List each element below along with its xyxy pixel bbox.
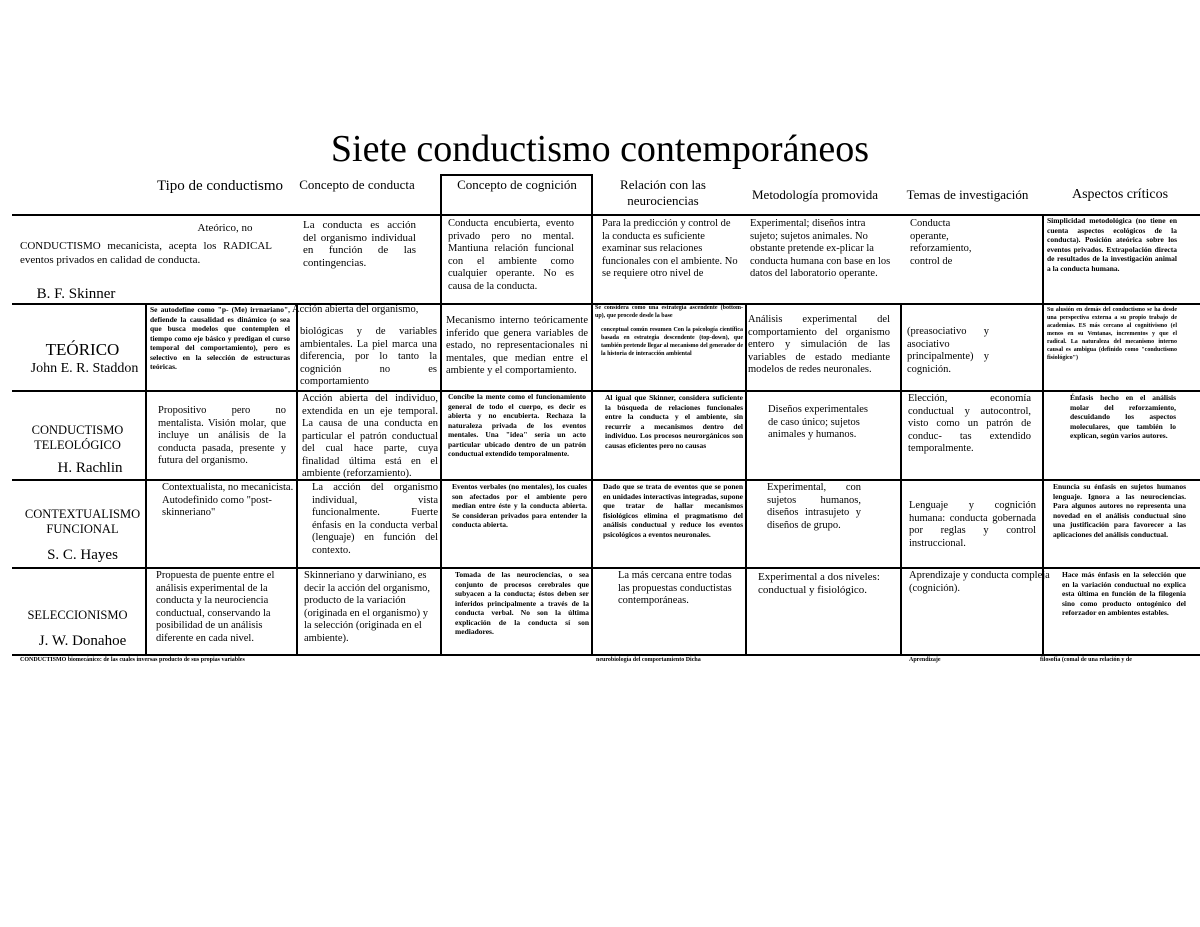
row2-relacion: conceptual común resumen Con la psicología científica basada en estrategia descendente (top-down), que también pretende llegar al mecanismo del generador de la historia de interacción ambiental: [601, 327, 743, 357]
row2-label: TEÓRICO: [45, 340, 120, 359]
row3-author: H. Rachlin: [57, 460, 123, 476]
header-aspectos: Aspectos críticos: [1071, 187, 1169, 202]
row5-conducta: Skinneriano y darwiniano, es decir la acción del organismo, producto de la variación (originada en el organismo) y la selección (originada en el ambiente).: [304, 570, 431, 644]
footer-aspectos: filosofía (comal de una relación y de: [1040, 657, 1132, 663]
row3-temas: Elección, economía conductual y autocontrol, visto como un patrón de conduc- tas extendido temporalmente.: [908, 393, 1031, 454]
row2-cognicion: Mecanismo interno teóricamente inferido que genera variables de estado, no representacionales ni mentales, que median entre el ambiente y el comportamiento.: [446, 315, 588, 376]
header-box-right: [591, 174, 593, 214]
row5-tipo-text: Propuesta de puente entre el análisis experimental de la conducta y la neurociencia conductual, conservando la posibilidad de un análisis diferente en cada nivel.: [156, 570, 275, 644]
header-box-top: [440, 174, 592, 176]
footer-temas: Aprendizaje: [909, 657, 941, 663]
header-metodologia: Metodología promovida: [751, 187, 878, 202]
row5-metodologia: Experimental a dos niveles: conductual y fisiológico.: [758, 571, 880, 596]
row4-label: CONTEXTUALISMO FUNCIONAL: [24, 507, 141, 536]
row-divider-1: [12, 214, 1200, 216]
header-box-left: [440, 174, 442, 214]
row1-conducta: La conducta es acción del organismo individual en función de las contingencias.: [303, 219, 416, 269]
footer-mid: neurobiología del comportamiento Dicha: [596, 657, 701, 663]
row1-cognicion: Conducta encubierta, evento privado pero no mental. Mantiuna relación funcional con el ambiente como cualquier operante. No es causa de la conducta.: [448, 218, 574, 292]
header-temas: Temas de investigación: [906, 187, 1029, 202]
row3-label: CONDUCTISMO TELEOLÓGICO: [31, 423, 124, 452]
col-divider-2: [296, 303, 298, 655]
row2-metodologia: Análisis experimental del comportamiento del organismo entero y simulación de las variables de estado mediante modelos de redes neuronales.: [748, 314, 890, 375]
row4-tipo-text: Contextualista, no mecanicista. Autodefinido como "post-skinneriano": [162, 482, 294, 518]
row5-aspectos: Hace más énfasis en la selección que en la variación conductual no explica esta última en función de la filogenia sino como producto ontogénico del reforzador en ambientes estables.: [1062, 570, 1186, 617]
row4-cognicion: Eventos verbales (no mentales), los cuales son afectados por el ambiente pero median entre éste y la conducta abierta. Se consideran privados para entender la conducta abierta.: [452, 482, 587, 529]
row1-aspectos: Simplicidad metodológica (no tiene en cuenta aspectos ecológicos de la conducta). Posición ateórica sobre los eventos privados. Extrapolación directa de resultados de la investigación animal a la conducta humana.: [1047, 216, 1177, 273]
row3-relacion: Al igual que Skinner, considera suficiente la búsqueda de relaciones funcionales entre la conducta y el ambiente, sin recurrir a mecanismos dentro del individuo. Los procesos neurorgánicos son causas eficientes pero no causas: [605, 393, 743, 450]
row3-conducta: Acción abierta del individuo, extendida en un eje temporal. La causa de una conducta en particular el patrón conductual del cual hace parte, cuya finalidad última está en el ambiente (reforzamiento).: [302, 393, 438, 479]
row4-metodologia: Experimental, con sujetos humanos, diseños intrasujeto y diseños de grupo.: [767, 482, 861, 531]
col-divider-3: [440, 214, 442, 655]
row4-relacion: Dado que se trata de eventos que se ponen en unidades interactivas integradas, supone que tratar de hallar mecanismos fisiológicos elimina el pragmatismo del análisis conductual y reduce los eventos psicológicos a eventos neuronales.: [603, 482, 743, 539]
row-divider-4: [12, 479, 1200, 481]
col-divider-6: [900, 303, 902, 655]
row4-conducta: La acción del organismo individual, vista funcionalmente. Fuerte énfasis en la conducta verbal (lenguaje) en función del contexto.: [312, 482, 438, 556]
header-concepto-cognicion: Concepto de cognición: [457, 177, 577, 192]
col-divider-1: [145, 303, 147, 655]
row2-author: John E. R. Staddon: [30, 361, 139, 376]
row3-aspectos: Énfasis hecho en el análisis molar del reforzamiento, descuidando los aspectos moleculares, que también lo explican, según varios autores.: [1070, 393, 1176, 440]
row3-metodologia: Diseños experimentales de caso único; sujetos animales y humanos.: [768, 404, 869, 440]
row3-tipo-text: Propositivo pero no mentalista. Visión molar, que incluye un análisis de la conducta pasada, presente y futura del organismo.: [158, 405, 286, 466]
col-divider-5: [745, 303, 747, 655]
row5-label: SELECCIONISMO: [27, 608, 128, 622]
header-concepto-conducta: Concepto de conducta: [299, 177, 415, 192]
row1-temas: Conducta operante, reforzamiento, control de: [910, 218, 972, 267]
row2-relacion-top: Se considera como una estrategia ascendente (bottom-up), que procede desde la base: [595, 305, 743, 319]
footer-left: CONDUCTISMO biomecánico: de las cuales inversas producto de sus propias variables: [20, 657, 245, 663]
row5-author: J. W. Donahoe: [38, 633, 127, 649]
row2-conducta: biológicas y de variables ambientales. La piel marca una diferencia, por lo tanto la cognición no es comportamiento: [300, 326, 437, 387]
row3-cognicion: Concibe la mente como el funcionamiento general de todo el cuerpo, es decir es abierta y no encubierta. Rechaza la naturaleza privada de los eventos mentales. Una "idea" sería un acto particular ubicado dentro de un patrón conductual extendido temporalmente.: [448, 392, 586, 458]
row4-temas: Lenguaje y cognición humana: conducta gobernada por reglas y control instruccional.: [909, 500, 1036, 549]
row-divider-3: [12, 390, 1200, 392]
row4-author: S. C. Hayes: [47, 547, 118, 563]
header-relacion: Relación con las neurociencias: [620, 177, 706, 208]
page-title: Siete conductismo contemporáneos: [330, 128, 870, 170]
row1-tipo-lead: Ateórico, no: [197, 222, 253, 234]
row2-tipo-text: Se autodefine como "p- (Me) irrnariano", defiende la causalidad es dinámico (o sea que busca modelos que contemplen el tiempo como eje básico y predigan el curso temporal del comportamiento), pero es selectivo en la selección de estructuras teóricas.: [150, 305, 290, 371]
col-divider-4: [591, 214, 593, 655]
row-divider-5: [12, 567, 1200, 569]
row1-tipo-text: CONDUCTISMO mecanicista, acepta los RADICAL eventos privados en calidad de conducta.: [20, 240, 272, 266]
row1-metodologia: Experimental; diseños intra sujeto; sujetos animales. No obstante pretende ex-plicar la conducta humana con base en los datos del laboratorio operante.: [750, 218, 891, 279]
row2-temas: (preasociativo y asociativo principalmente) y cognición.: [907, 326, 989, 375]
row1-author: B. F. Skinner: [36, 286, 116, 302]
row1-relacion: Para la predicción y control de la conducta es suficiente examinar sus relaciones funcionales con el ambiente. No se requiere otro nivel de: [602, 218, 738, 279]
header-tipo: Tipo de conductismo: [156, 178, 284, 194]
row5-temas: Aprendizaje y conducta compleja (cognición).: [909, 570, 1050, 594]
row4-aspectos: Enuncia su énfasis en sujetos humanos lenguaje. Ignora a las neurociencias. Para algunos autores no representa una novedad en el análisis conductual sino una justificación para favorecer a las aplicaciones del análisis conductual.: [1053, 482, 1186, 539]
row2-conducta-lead: Acción abierta del organismo,: [292, 304, 419, 315]
row5-cognicion: Tomada de las neurociencias, o sea conjunto de procesos cerebrales que subyacen a la conducta; éstos deben ser inferidos principalmente a través de la conducta verbal. No son la última explicación de la conducta sí son mediadores.: [455, 570, 589, 636]
row2-aspectos: Su alusión en demás del conductismo se ha desde una perspectiva externa a su propio trabajo de academias. ES más cercano al cognitivismo (el menos en su Ventanas, incrementos y que el radical. La naturaleza del mecanismo interno causal es ambigua (definido como "conductismo fisiológico"): [1047, 307, 1177, 361]
row5-relacion: La más cercana entre todas las propuestas conductistas contemporáneas.: [618, 570, 732, 606]
